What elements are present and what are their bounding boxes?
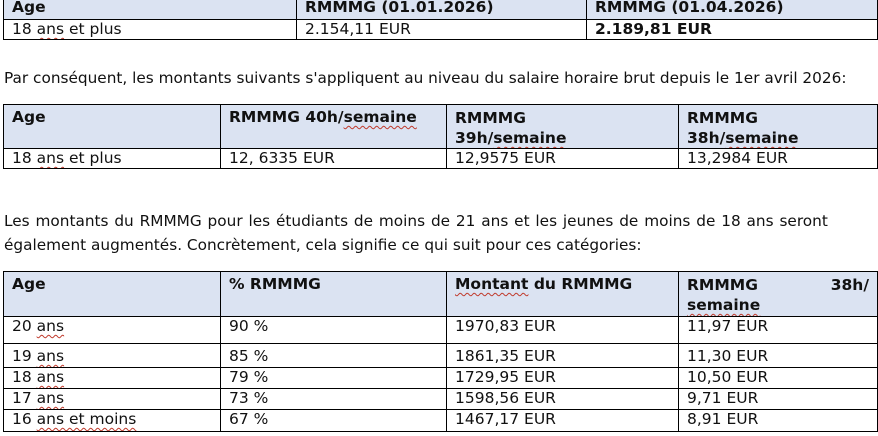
t2-cell-age: 18 ans et plus xyxy=(4,149,221,169)
t2-header-40h: RMMMG 40h/semaine xyxy=(221,105,447,149)
paragraph-students-line1: Les montants du RMMMG pour les étudiants de moins de 21 ans et les jeunes de moins de 18 ans seront xyxy=(4,212,828,230)
t3-cell-pct: 67 % xyxy=(221,410,447,432)
table-row xyxy=(4,344,878,368)
rmmmg-table-youth xyxy=(3,271,878,432)
t3-header-amount: Montant du RMMMG xyxy=(447,272,679,317)
t3-cell-hourly: 8,91 EUR xyxy=(679,410,878,432)
t3-cell-age: 18 ans xyxy=(4,368,221,389)
t3-cell-amount: 1970,83 EUR xyxy=(447,317,679,344)
t3-header-38h: RMMMG 38h/ semaine xyxy=(679,272,878,317)
t2-cell-40h: 12, 6335 EUR xyxy=(221,149,447,169)
t3-header-pct: % RMMMG xyxy=(221,272,447,317)
t2-header-age: Age xyxy=(4,105,221,149)
t3-cell-pct: 90 % xyxy=(221,317,447,344)
t2-cell-39h: 12,9575 EUR xyxy=(447,149,679,169)
t3-cell-age: 17 ans xyxy=(4,389,221,410)
table-row xyxy=(4,389,878,410)
t3-cell-amount: 1861,35 EUR xyxy=(447,344,679,368)
table-row xyxy=(4,317,878,344)
t1-cell-age: 18 ans et plus xyxy=(4,20,297,40)
t2-cell-38h: 13,2984 EUR xyxy=(679,149,878,169)
t3-cell-age: 16 ans et moins xyxy=(4,410,221,432)
t3-cell-hourly: 9,71 EUR xyxy=(679,389,878,410)
t3-cell-amount: 1598,56 EUR xyxy=(447,389,679,410)
t3-cell-hourly: 10,50 EUR xyxy=(679,368,878,389)
t3-cell-pct: 73 % xyxy=(221,389,447,410)
t2-header-39h: RMMMG 39h/semaine xyxy=(447,105,679,149)
t1-header-age: Age xyxy=(4,0,297,20)
t3-cell-hourly: 11,97 EUR xyxy=(679,317,878,344)
t3-cell-pct: 85 % xyxy=(221,344,447,368)
rmmmg-table-dates xyxy=(3,0,878,40)
t1-cell-apr: 2.189,81 EUR xyxy=(587,20,878,40)
t1-header-jan: RMMMG (01.01.2026) xyxy=(297,0,587,20)
t1-cell-jan: 2.154,11 EUR xyxy=(297,20,587,40)
t3-cell-amount: 1467,17 EUR xyxy=(447,410,679,432)
t1-header-apr: RMMMG (01.04.2026) xyxy=(587,0,878,20)
table-row xyxy=(4,410,878,432)
table-row xyxy=(4,368,878,389)
t3-header-age: Age xyxy=(4,272,221,317)
t2-header-38h: RMMMG 38h/semaine xyxy=(679,105,878,149)
t3-cell-pct: 79 % xyxy=(221,368,447,389)
t3-cell-amount: 1729,95 EUR xyxy=(447,368,679,389)
paragraph-students-line2: également augmentés. Concrètement, cela signifie ce qui suit pour ces catégories: xyxy=(4,236,642,254)
t3-cell-age: 20 ans xyxy=(4,317,221,344)
t3-cell-age: 19 ans xyxy=(4,344,221,368)
paragraph-hourly-intro: Par conséquent, les montants suivants s'appliquent au niveau du salaire horaire brut depuis le 1er avril 2026: xyxy=(4,69,847,87)
rmmmg-table-hourly xyxy=(3,104,878,169)
t3-cell-hourly: 11,30 EUR xyxy=(679,344,878,368)
